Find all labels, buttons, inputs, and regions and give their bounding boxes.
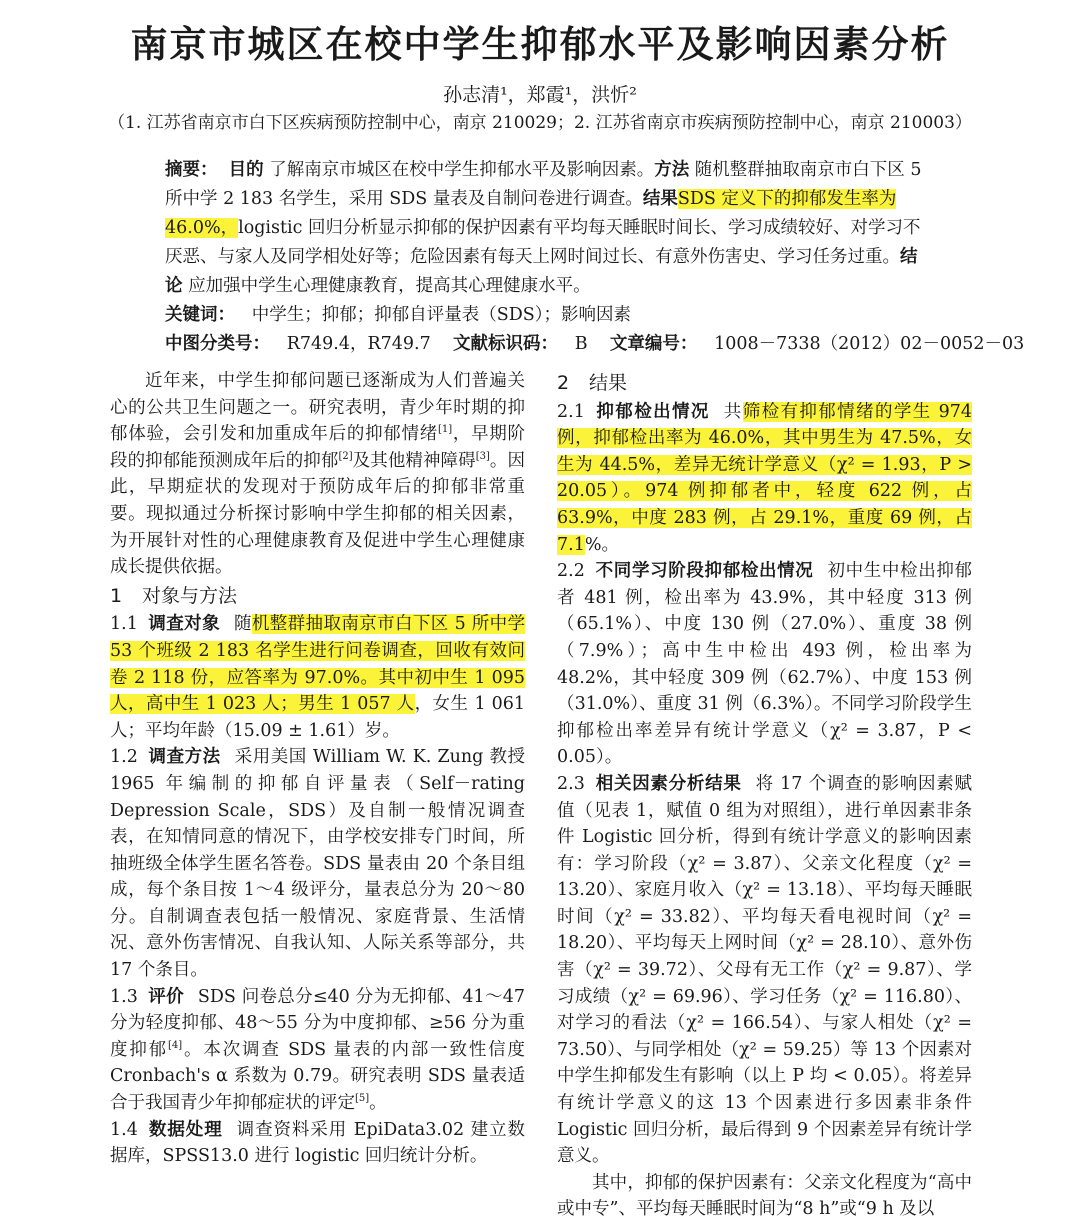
- section-1-3-title: 评价: [148, 986, 184, 1007]
- section-2-2-number: 2.2: [557, 561, 585, 582]
- classification-line: [165, 330, 1025, 359]
- aim-text: 了解南京市城区在校中学生抑郁水平及影响因素。: [269, 160, 655, 180]
- result-highlight: SDS 定义下的抑郁发生率为 46.0%，: [165, 189, 897, 238]
- section-1-3-number: 1.3: [110, 986, 138, 1007]
- clc-label: 中图分类号：: [165, 334, 270, 354]
- citation-3: [3]: [475, 450, 490, 462]
- section-1-1-number: 1.1: [110, 614, 138, 635]
- doc-code-value: B: [574, 334, 588, 354]
- section-1-4-number: 1.4: [110, 1119, 138, 1140]
- section-1-1-rest: ，女生 1 061 人；平均年龄（15.09 ± 1.61）岁。: [110, 694, 525, 741]
- result-label: 结果: [642, 189, 678, 209]
- section-2-3-continued: 其中，抑郁的保护因素有：父亲文化程度为“高中或中专”、平均每天睡眠时间为“8 h”或“9 h 及以: [557, 1172, 972, 1220]
- section-2-3-number: 2.3: [557, 773, 585, 794]
- section-1-1-title: 调查对象: [148, 614, 220, 635]
- conclusion-label: 结论: [165, 247, 918, 296]
- section-2-2-text: 初中生中检出抑郁者 481 例，检出率为 43.9%，其中轻度 313 例（65.1%）、中度 130 例（27.0%）、重度 38 例（7.9%）；高中生中检出 493 例，检出率为 48.2%，其中轻度 309 例（62.7%）、中度 153 例（31.0%）、重度 31 例（6.3%）。不同学习阶段学生抑郁检出率差异有统计学意义（χ² = 3.87，P < 0.05）。: [557, 561, 973, 768]
- authors: 孙志清¹，郑霞¹，洪忻²: [443, 84, 637, 106]
- section-2-3: [557, 771, 972, 1170]
- abstract-paragraph: [165, 156, 925, 301]
- paper-title: 南京市城区在校中学生抑郁水平及影响因素分析: [130, 23, 950, 66]
- left-column: [110, 368, 525, 1170]
- section-2-1-title: 抑郁检出情况: [595, 401, 710, 422]
- section-2-1-number: 2.1: [557, 401, 585, 422]
- section-2-number: 2: [557, 372, 570, 394]
- citation-5: [5]: [355, 1093, 370, 1105]
- section-1-2: [110, 744, 525, 983]
- section-2-1: [557, 399, 972, 559]
- abstract-block: [165, 156, 1025, 359]
- intro-paragraph: [110, 368, 525, 581]
- section-1-3-text-c: 。: [369, 1093, 387, 1114]
- citation-1: [1]: [437, 424, 453, 436]
- section-2-3-title: 相关因素分析结果: [595, 773, 742, 794]
- conclusion-text: 应加强中学生心理健康教育，提高其心理健康水平。: [188, 276, 591, 296]
- keywords-label: 关键词：: [165, 305, 235, 325]
- section-1-3-text-b: 。本次调查 SDS 量表的内部一致性信度 Cronbach's α 系数为 0.79。研究表明 SDS 量表适合于我国青少年抑郁症状的评定: [110, 1039, 526, 1114]
- section-1-1-highlight: 机整群抽取南京市白下区 5 所中学 53 个班级 2 183 名学生进行问卷调查，回收有效问卷 2 118 份，应答率为 97.0%。其中初中生 1 095 人，高中生 1 023 人；男生 1 057 人: [110, 614, 526, 715]
- article-no-label: 文章编号：: [609, 334, 698, 354]
- section-1-2-title: 调查方法: [148, 747, 221, 768]
- intro-text-c: 及其他精神障碍: [352, 450, 476, 471]
- citation-4: [4]: [168, 1040, 183, 1052]
- section-1-1: [110, 611, 525, 744]
- keywords-text: 中学生；抑郁；抑郁自评量表（SDS）；影响因素: [251, 305, 631, 325]
- intro-text-b: ，早期阶段的抑郁能预测成年后的抑郁: [110, 424, 526, 471]
- method-text: 随机整群抽取南京市白下区 5 所中学 2 183 名学生，采用 SDS 量表及自制问卷进行调查。: [165, 160, 922, 209]
- section-1-4: [110, 1117, 525, 1170]
- intro-text-d: 。因此，早期症状的发现对于预防成年后的抑郁非常重要。现拟通过分析探讨影响中学生抑郁的相关因素，为开展针对性的心理健康教育及促进中学生心理健康成长提供依据。: [110, 450, 526, 578]
- section-1-1-pre: 随: [233, 614, 252, 635]
- right-column: [557, 368, 972, 1223]
- article-no-value: 1008－7338（2012）02－0052－03: [714, 334, 1025, 354]
- section-2-title: 结果: [589, 372, 628, 394]
- section-1-2-number: 1.2: [110, 747, 138, 768]
- section-2-heading: [557, 370, 972, 397]
- section-2-2: [557, 558, 972, 771]
- citation-2: [2]: [338, 450, 353, 462]
- section-1-number: 1: [110, 584, 123, 607]
- clc-value: R749.4，R749.7: [286, 334, 431, 354]
- doc-code-label: 文献标识码：: [453, 334, 559, 354]
- abstract-label: 摘要：: [165, 160, 218, 180]
- section-1-title: 对象与方法: [142, 584, 238, 607]
- intro-text-a: 近年来，中学生抑郁问题已逐渐成为人们普遍关心的公共卫生问题之一。研究表明，青少年时期的抑郁体验，会引发和加重成年后的抑郁情绪: [110, 371, 525, 445]
- affiliation: （1. 江苏省南京市白下区疾病预防控制中心，南京 210029；2. 江苏省南京市疾病预防控制中心，南京 210003）: [108, 113, 972, 133]
- section-2-3-text: 将 17 个调查的影响因素赋值（见表 1，赋值 0 组为对照组），进行单因素非条件 Logistic 回分析，得到有统计学意义的影响因素有：学习阶段（χ² = 3.87）、父亲文化程度（χ² = 13.20）、家庭月收入（χ² = 13.18）、平均每天睡眠时间（χ² = 33.82）、平均每天看电视时间（χ² = 18.20）、平均每天上网时间（χ² = 28.10）、意外伤害（χ² = 39.72）、父母有无工作（χ² = 9.87）、学习成绩（χ² = 69.96）、学习任务（χ² = 116.80）、对学习的看法（χ² = 166.54）、与家人相处（χ² = 73.50）、与同学相处（χ² = 59.25）等 13 个因素对中学生抑郁发生有影响（以上 P 均 < 0.05）。将差异有统计学意义的这 13 个因素进行多因素非条件 Logistic 回归分析，最后得到 9 个因素差异有统计学意义。: [557, 773, 972, 1167]
- result-text: logistic 回归分析显示抑郁的保护因素有平均每天睡眠时间长、学习成绩较好、对学习不厌恶、与家人及同学相处好等；危险因素有每天上网时间过长、有意外伤害史、学习任务过重。: [165, 218, 921, 267]
- section-1-heading: [110, 583, 525, 610]
- method-label: 方法: [654, 160, 690, 180]
- keywords-line: [165, 301, 925, 330]
- section-2-1-rest: %。: [584, 534, 619, 555]
- aim-label: 目的: [228, 160, 264, 180]
- section-1-4-title: 数据处理: [148, 1119, 223, 1140]
- section-1-3-text-a: SDS 问卷总分≤40 分为无抑郁、41～47 分为轻度抑郁、48～55 分为中度抑郁、≥56 分为重度抑郁: [110, 986, 526, 1060]
- section-2-2-title: 不同学习阶段抑郁检出情况: [595, 561, 814, 582]
- section-2-1-highlight: 筛检有抑郁情绪的学生 974 例，抑郁检出率为 46.0%，其中男生为 47.5%，女生为 44.5%，差异无统计学意义（χ² = 1.93，P > 20.05）。974 例抑郁者中，轻度 622 例，占 63.9%，中度 283 例，占 29.1%，重度 69 例，占 7.1: [557, 401, 973, 555]
- section-1-2-text: 采用美国 William W. K. Zung 教授 1965 年编制的抑郁自评量表（Self－rating Depression Scale，SDS）及自制一般情况调查表，在知情同意的情况下，由学校安排专门时间，所抽班级全体学生匿名答卷。SDS 量表由 20 个条目组成，每个条目按 1～4 级评分，量表总分为 20～80 分。自制调查表包括一般情况、家庭背景、生活情况、意外伤害情况、自我认知、人际关系等部分，共 17 个条目。: [110, 747, 525, 981]
- section-1-4-text: 调查资料采用 EpiData3.02 建立数据库，SPSS13.0 进行 logistic 回归统计分析。: [110, 1119, 526, 1167]
- section-2-1-pre: 共: [723, 401, 743, 422]
- section-1-3: [110, 984, 525, 1117]
